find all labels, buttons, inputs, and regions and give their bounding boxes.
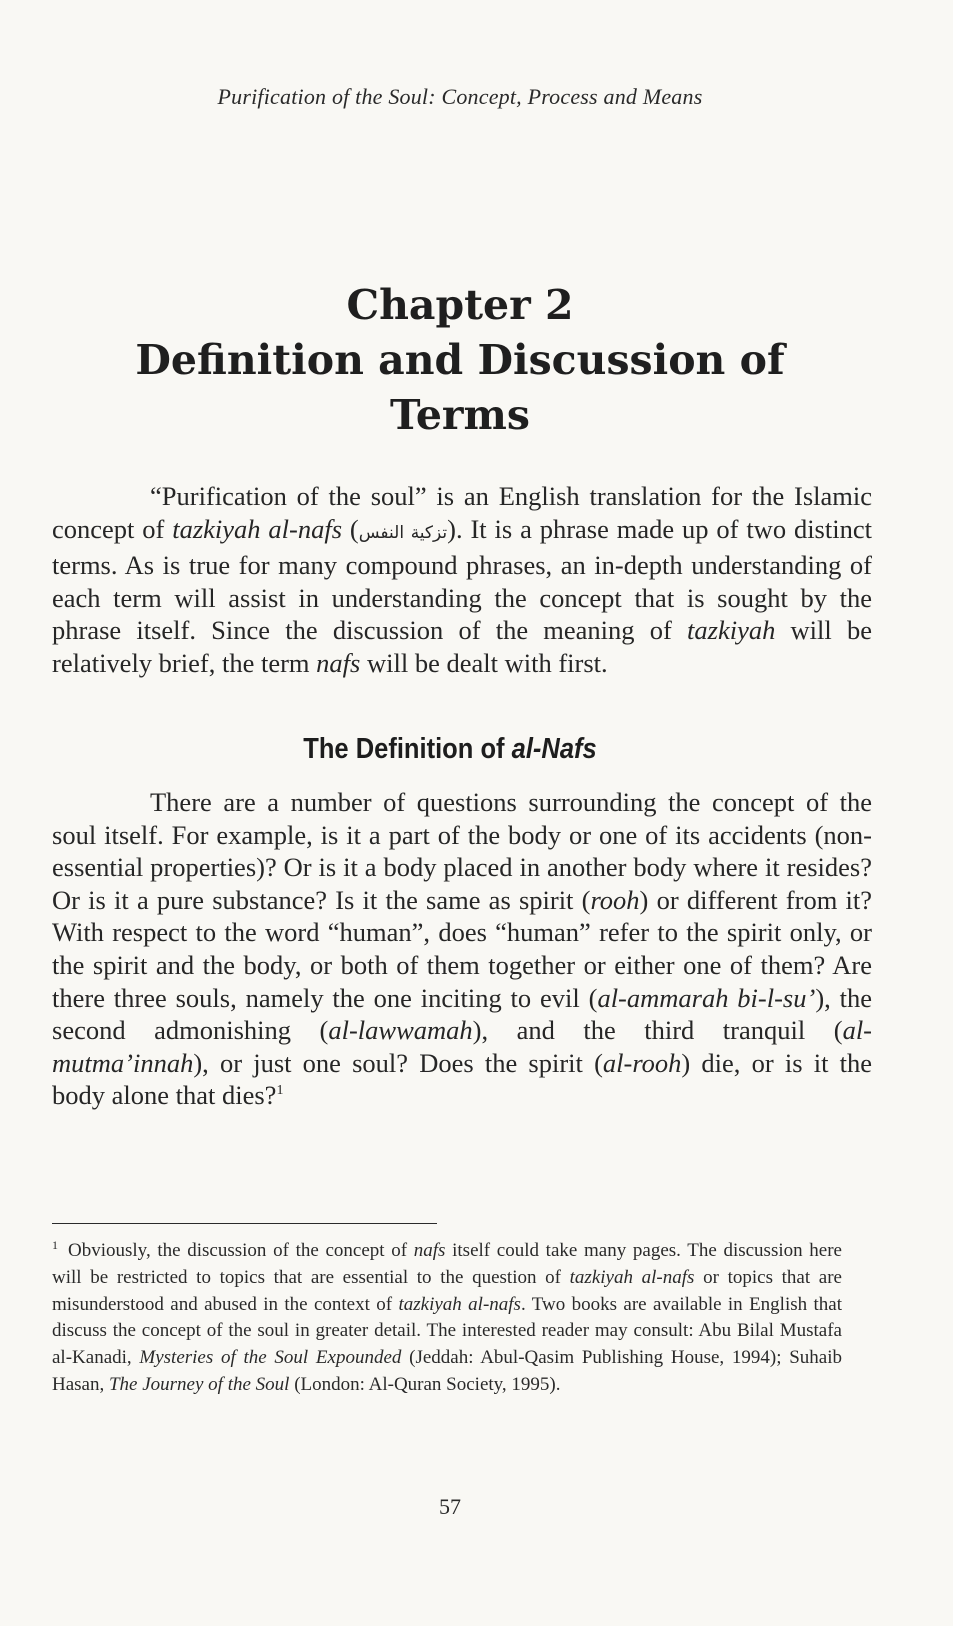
footnote-mark: 1 (52, 1237, 58, 1252)
footnote-reference[interactable]: 1 (276, 1083, 284, 1099)
book-title-1: Mysteries of the Soul Expounded (139, 1347, 402, 1369)
term-tazkiyah: tazkiyah (687, 615, 776, 646)
section-heading: The Definition of al-Nafs (303, 733, 597, 765)
chapter-title (60, 278, 860, 443)
page-number: 57 (439, 1494, 461, 1519)
term-al-rooh: al-rooh (602, 1047, 682, 1078)
nafs-paragraph: There are a number of questions surrounding the concept of the soul itself. For example, is it a part of the body or one of its accidents (non-essential properties)? Or is it a body placed in another body where it resides? Or is it a pure substance? Is it the same as spirit (rooh) or different from it? With respect to the word “human”, does “human” refer to the spirit only, or the spirit and the body, or both of them together or either one of them? Are there three souls, namely the one inciting to evil (al-ammarah bi-l-su’), the second admonishing (al-lawwamah), and the third tranquil (al-mutma’innah), or just one soul? Does the spirit (al-rooh) die, or is it the body alone that dies?$^1$ (52, 787, 872, 1111)
chapter-title-line-2: Terms (390, 391, 530, 439)
chapter-title-line-1: Definition and Discussion of (135, 336, 785, 384)
book-title-2: The Journey of the Soul (108, 1373, 290, 1395)
term-ammarah: al-ammarah bi-l-su’ (597, 982, 816, 1013)
term-rooh: rooh (590, 884, 640, 915)
section-heading-term: al-Nafs (511, 733, 597, 765)
chapter-number: Chapter 2 (346, 281, 574, 329)
intro-paragraph: “Purification of the soul” is an English translation for the Islamic concept of tazkiyah al-nafs (تزكية النفس). It is a phrase made up of two distinct terms. As is true for many compound phrases, an in-depth understanding of each term will assist in understanding the concept that is sought by the phrase itself. Since the discussion of the meaning of tazkiyah will be relatively brief, the term nafs will be dealt with first. (52, 481, 872, 678)
term-nafs: nafs (316, 647, 361, 678)
term-lawwamah: al-lawwamah (328, 1015, 473, 1046)
running-head: Purification of the Soul: Concept, Process and Means (217, 84, 703, 109)
footnote-divider (52, 1223, 437, 1224)
arabic-term: تزكية النفس (358, 522, 448, 543)
term-mutmainnah: al-mutma’innah (52, 1015, 872, 1078)
footnote-1: $^1$ Obviously, the discussion of the concept of nafs itself could take many pages. The discussion here will be restricted to topics that are essential to the question of tazkiyah al-nafs or topics that are misunderstood and abused in the context of tazkiyah al-nafs. Two books are available in English that discuss the concept of the soul in greater detail. The interested reader may consult: Abu Bilal Mustafa al-Kanadi, Mysteries of the Soul Expounded (Jeddah: Abul-Qasim Publishing House, 1994); Suhaib Hasan, The Journey of the Soul (London: Al-Quran Society, 1995). (52, 1237, 843, 1395)
term-tazkiyah-al-nafs: tazkiyah al-nafs (172, 513, 343, 544)
